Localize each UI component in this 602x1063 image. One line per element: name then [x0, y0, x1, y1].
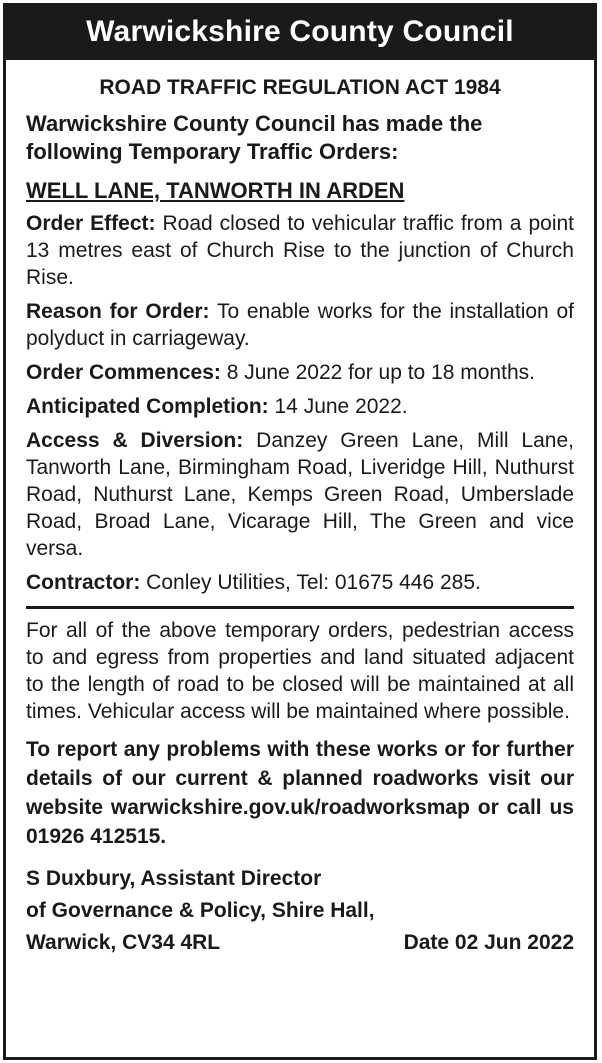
signature-line-1: S Duxbury, Assistant Director [26, 867, 322, 890]
contractor-label: Contractor: [26, 571, 141, 594]
access-notice: For all of the above temporary orders, pedestrian access to and egress from properties and land situated adjacent to the length of road to be closed will be maintained at all times. Vehicular access will be maintained where possible. [26, 619, 574, 723]
signature-line-3-row [26, 927, 574, 959]
signature-line-2: of Governance & Policy, Shire Hall, [26, 899, 375, 922]
signature-line-3: Warwick, CV34 4RL [26, 931, 221, 954]
divider [26, 606, 574, 609]
commences-label: Order Commences: [26, 361, 221, 384]
access-text: Danzey Green Lane, Mill Lane, Tanworth Lane, Birmingham Road, Liveridge Hill, Nuthurst Road, Nuthurst Lane, Kemps Green Road, Umberslade Road, Broad Lane, Vicarage Hill, The Green and vice versa. [26, 429, 574, 560]
commences-text: 8 June 2022 for up to 18 months. [220, 361, 535, 384]
notice-frame [3, 3, 597, 1060]
notice-date: Date 02 Jun 2022 [403, 931, 574, 954]
order-effect-text: Road closed to vehicular traffic from a point 13 metres east of Church Rise to the junction of Church Rise. [26, 212, 574, 289]
act-title: ROAD TRAFFIC REGULATION ACT 1984 [99, 76, 501, 99]
order-effect-label: Order Effect: [26, 212, 156, 235]
access-label: Access & Diversion: [26, 429, 244, 452]
reason-label: Reason for Order: [26, 300, 210, 323]
notice-body [26, 76, 574, 959]
contractor-text: Conley Utilities, Tel: 01675 446 285. [140, 571, 481, 594]
contractor [26, 569, 574, 596]
access-diversion [26, 427, 574, 562]
completion-text: 14 June 2022. [268, 395, 408, 418]
reason-for-order [26, 298, 574, 352]
completion-label: Anticipated Completion: [26, 395, 269, 418]
reason-text: To enable works for the installation of polyduct in carriageway. [26, 300, 575, 350]
council-header: Warwickshire County Council [6, 6, 594, 60]
anticipated-completion [26, 393, 574, 420]
order-effect [26, 210, 574, 291]
intro-text: Warwickshire County Council has made the following Temporary Traffic Orders: [26, 111, 483, 164]
report-info: To report any problems with these works or for further details of our current & planned roadworks visit our website warwickshire.gov.uk/roadworksmap or call us 01926 412515. [26, 738, 574, 848]
signature-block [26, 863, 574, 959]
order-commences [26, 359, 574, 386]
road-name: WELL LANE, TANWORTH IN ARDEN [26, 178, 405, 203]
